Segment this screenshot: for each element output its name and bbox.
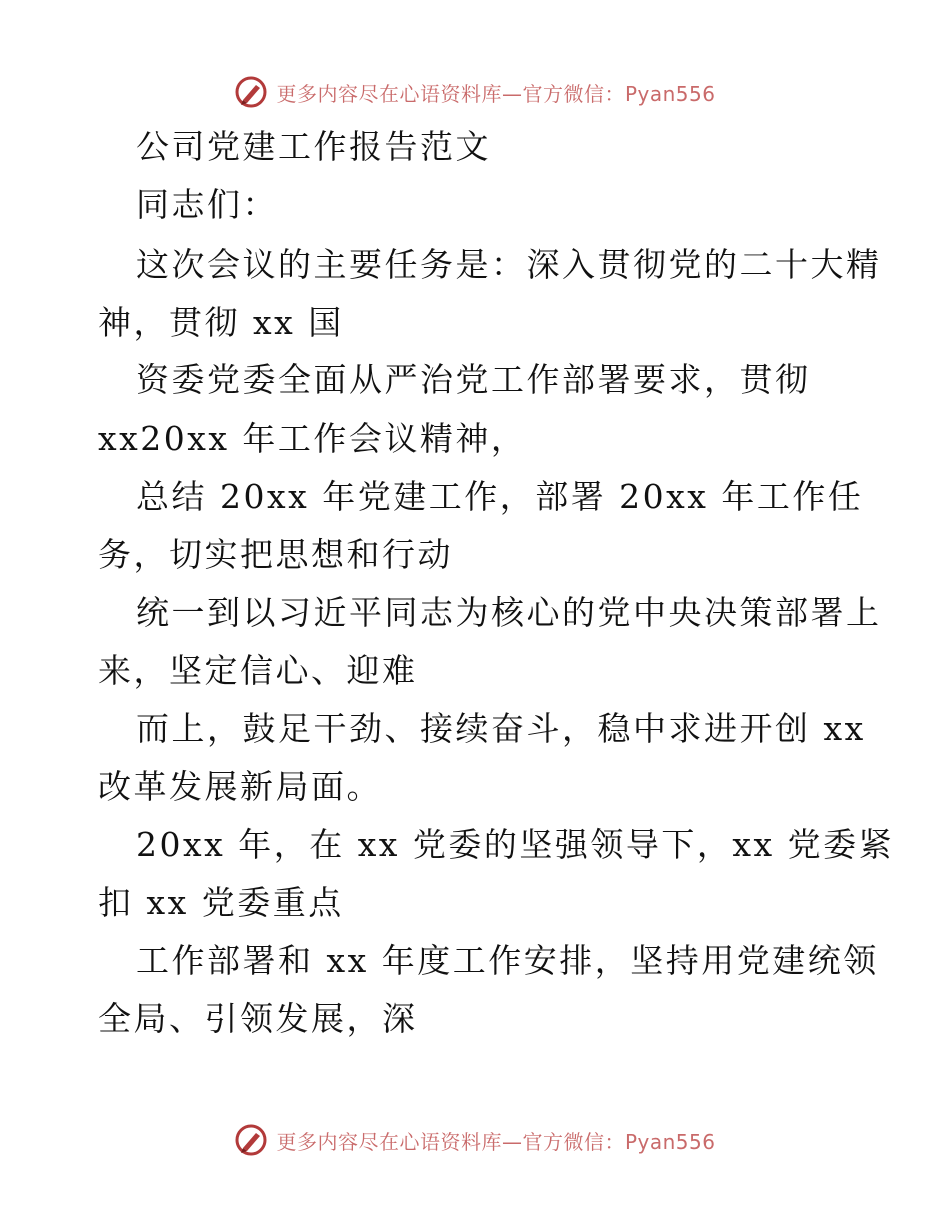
footer-banner-text: 更多内容尽在心语资料库—官方微信：Pyan556 (276, 1129, 716, 1154)
body-line: 改革发展新局面。 (98, 767, 382, 806)
body-line: 而上，鼓足干劲、接续奋斗，稳中求进开创 xx (136, 709, 866, 748)
body-line: xx20xx 年工作会议精神， (98, 419, 527, 458)
pen-logo-icon (234, 1123, 268, 1157)
salutation: 同志们： (136, 185, 278, 224)
body-line: 全局、引领发展，深 (98, 999, 418, 1038)
body-line: 总结 20xx 年党建工作，部署 20xx 年工作任 (136, 477, 864, 516)
body-line: 20xx 年，在 xx 党委的坚强领导下，xx 党委紧 (136, 825, 895, 864)
header-banner-text: 更多内容尽在心语资料库—官方微信：Pyan556 (276, 81, 716, 106)
body-line: 来，坚定信心、迎难 (98, 651, 418, 690)
footer-banner (0, 1120, 950, 1160)
pen-logo-icon (234, 75, 268, 109)
body-line: 这次会议的主要任务是：深入贯彻党的二十大精 (136, 245, 882, 284)
body-line: 务，切实把思想和行动 (98, 535, 453, 574)
body-line: 统一到以习近平同志为核心的党中央决策部署上 (136, 593, 882, 632)
body-line: 资委党委全面从严治党工作部署要求，贯彻 (136, 360, 811, 399)
header-banner (0, 72, 950, 112)
body-line: 工作部署和 xx 年度工作安排，坚持用党建统领 (136, 941, 879, 980)
body-line: 扣 xx 党委重点 (98, 883, 344, 922)
body-line: 神，贯彻 xx 国 (98, 303, 344, 342)
document-title: 公司党建工作报告范文 (136, 127, 491, 166)
